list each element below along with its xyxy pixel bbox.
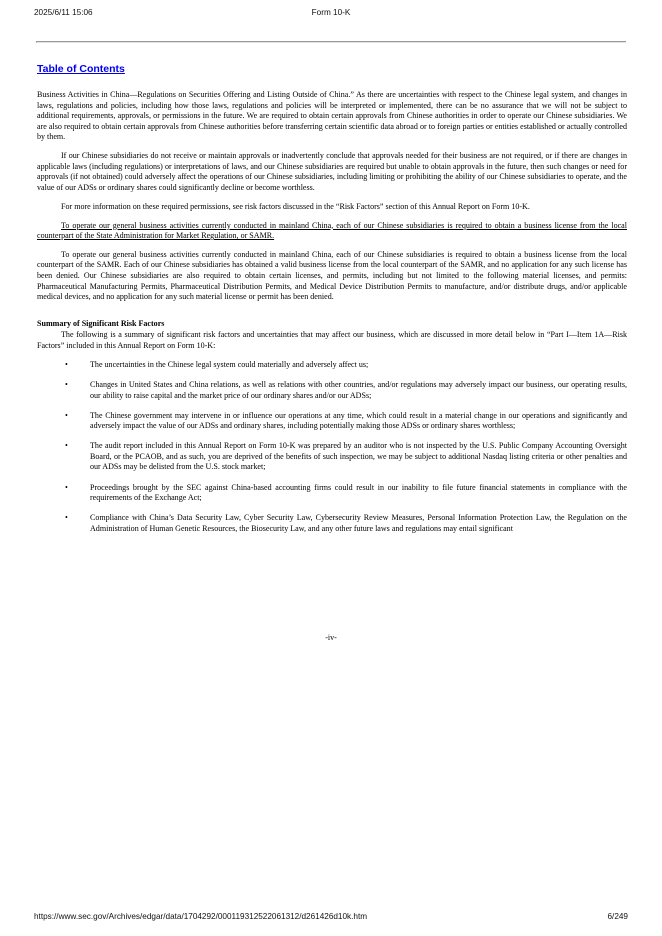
paragraph: Business Activities in China—Regulations on Securities Offering and Listing Outside of China.” As there are uncertainties with respect to the Chinese legal system, and changes in laws, regulations and policies, including how those laws, regulations and policies will be interpreted or implemented, there can be no assurance that we will not be subject to additional requirements, approvals, or permissions in the future. We are required to obtain certain approvals from Chinese authorities in order to operate our Chinese subsidiaries. We are also required to obtain certain approvals from Chinese authorities before transferring certain scientific data abroad or to foreign parties or entities established or actually controlled by them. (37, 90, 627, 142)
list-item: • The Chinese government may intervene in or influence our operations at any time, which could result in a material change in our operations and significantly and adversely impact the value of our ADSs and ordinary shares, including potentially making those ADSs or ordinary shares worthless; (65, 410, 627, 431)
bullet-icon: • (65, 379, 68, 389)
list-item: • Compliance with China’s Data Security Law, Cyber Security Law, Cybersecurity Review Measures, Personal Information Protection Law, the Regulation on the Administration of Human Genetic Resources, the Biosecurity Law, and any other future laws and regulations may entail significant (65, 513, 627, 533)
bullet-icon: • (65, 482, 68, 492)
bullet-icon: • (65, 359, 68, 369)
bullet-icon: • (65, 410, 68, 420)
bullet-icon: • (65, 441, 68, 451)
section-intro: The following is a summary of significant risk factors and uncertainties that may affect our business, which are discussed in more detail below in “Part I—Item 1A—Risk Factors” included in this Annual Report on Form 10-K: (37, 330, 627, 351)
top-divider (36, 41, 626, 43)
page-count: 6/249 (607, 912, 628, 921)
paragraph: For more information on these required permissions, see risk factors discussed in the “Risk Factors” section of this Annual Report on Form 10-K. (61, 201, 530, 211)
page-number: -iv- (325, 633, 337, 642)
risk-factor-list (37, 360, 627, 535)
print-datetime: 2025/6/11 15:06 (34, 8, 93, 17)
underlined-paragraph: To operate our general business activities currently conducted in mainland China, each of our Chinese subsidiaries is required to obtain a business license from the local counterpart of the State Administration for Market Regulation, or SAMR. (37, 220, 627, 241)
bullet-icon: • (65, 513, 68, 523)
print-doc-title: Form 10-K (311, 8, 351, 17)
paragraph: If our Chinese subsidiaries do not receive or maintain approvals or inadvertently conclude that approvals needed for their business are not required, or if there are changes in applicable laws (including regulations) or interpretations of laws, and our Chinese subsidiaries are required but unable to obtain approvals in the future, then such changes or need for approvals (if not obtained) could adversely affect the operations of our Chinese subsidiaries, including limiting or prohibiting the ability of our Chinese subsidiaries to operate, and the value of our ADSs or ordinary shares could significantly decline or become worthless. (37, 151, 627, 192)
table-of-contents-link[interactable]: Table of Contents (37, 63, 125, 75)
list-item: • The uncertainties in the Chinese legal system could materially and adversely affect us; (65, 359, 369, 369)
list-item: • The audit report included in this Annual Report on Form 10-K was prepared by an auditor who is not inspected by the U.S. Public Company Accounting Oversight Board, or the PCAOB, and as such, you are deprived of the benefits of such inspection, we may be subject to additional Nasdaq listing criteria or other penalties and our ADSs may be delisted from the U.S. stock market; (65, 441, 627, 472)
paragraph: To operate our general business activities currently conducted in mainland China, each of our Chinese subsidiaries is required to obtain a business license from the local counterpart of the SAMR. Each of our Chinese subsidiaries has obtained a valid business license from the local counterpart of the SAMR, and no application for any such license has been denied. Our Chinese subsidiaries are also required to obtain certain licenses, and permits, including but not limited to the following material licenses, and permits: Pharmaceutical Manufacturing Permits, Pharmaceutical Distribution Permits, and Medical Device Distribution Permits to manufacture, and/or distribute drugs, and/or applicable medical devices, and no application for any such material license or permit has been denied. (37, 249, 627, 302)
document-body (37, 90, 627, 544)
section-heading: Summary of Significant Risk Factors (37, 318, 165, 328)
list-item: • Proceedings brought by the SEC against China-based accounting firms could result in our inability to file future financial statements in compliance with the requirements of the Exchange Act; (65, 482, 627, 503)
list-item: • Changes in United States and China relations, as well as relations with other countries, and/or regulations may adversely impact our business, our operating results, our ability to raise capital and the market price of our ordinary shares and/or our ADSs; (65, 379, 627, 400)
source-url: https://www.sec.gov/Archives/edgar/data/1704292/000119312522061312/d261426d10k.htm (34, 912, 368, 921)
